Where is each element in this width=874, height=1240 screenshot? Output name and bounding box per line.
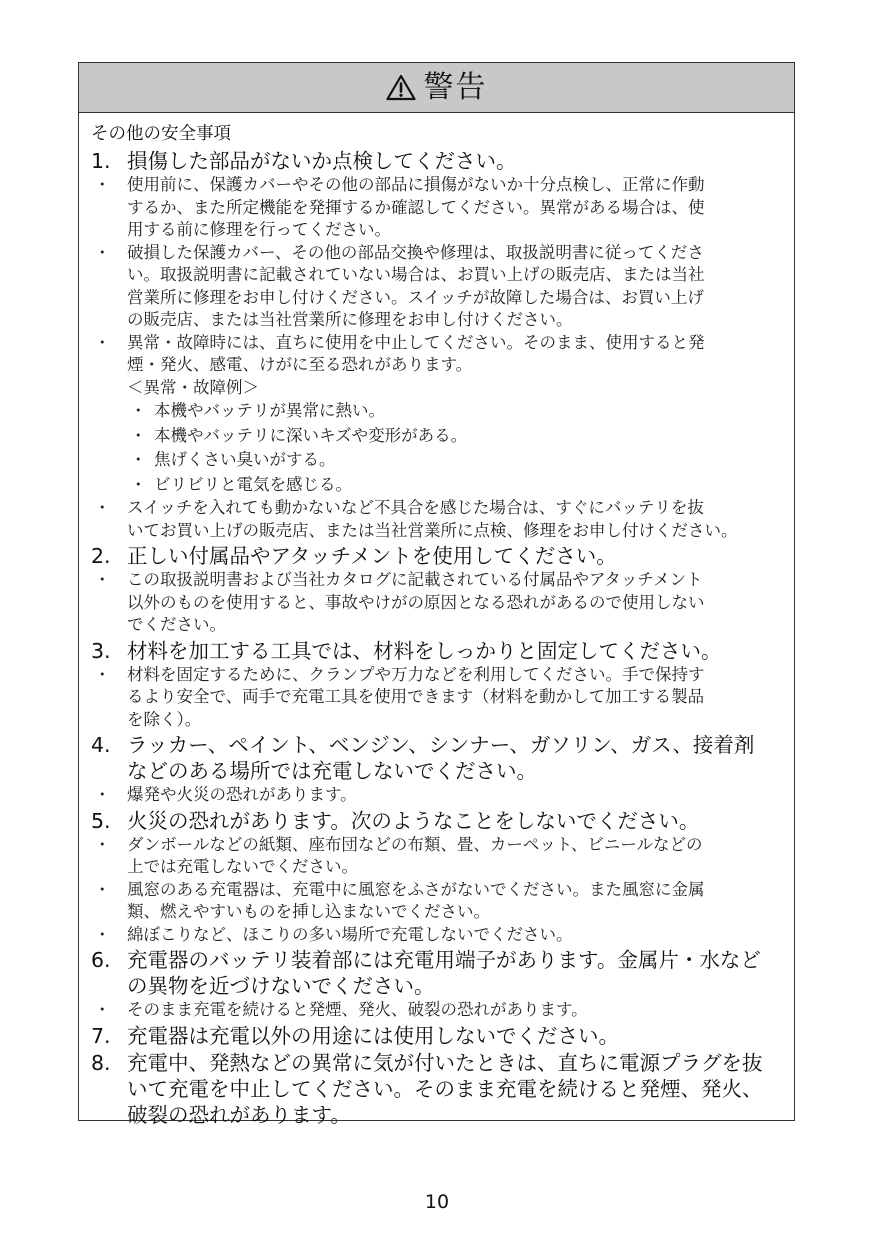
- item-number: 3.: [91, 638, 111, 663]
- example-list-item: [91, 448, 782, 473]
- bullet-text: 爆発や火災の恐れがあります。: [127, 785, 357, 804]
- item-list: [91, 148, 782, 1128]
- bullet-dot: ・: [94, 175, 111, 194]
- bullet-dot: ・: [94, 498, 111, 517]
- example-list-item: [91, 424, 782, 449]
- bullet-text: そのまま充電を続けると発煙、発火、破裂の恐れがあります。: [127, 1000, 588, 1019]
- bullet-text: ダンボールなどの紙類、座布団などの布類、畳、カーペット、ビニールなどの 上では充電しないでください。: [127, 834, 703, 876]
- bullet-item: [91, 784, 782, 807]
- item-title: 充電中、発熱などの異常に気が付いたときは、直ちに電源プラグを抜 いて充電を中止してください。そのまま充電を続けると発煙、発火、 破裂の恐れがあります。: [127, 1050, 763, 1127]
- header-title: 警告: [423, 69, 488, 105]
- example-list-header: ＜異常・故障例＞: [127, 377, 259, 397]
- bullet-text: 使用前に、保護カバーやその他の部品に損傷がないか十分点検し、正常に作動 するか、また所定機能を発揮するか確認してください。異常がある場合は、使 用する前に修理を行ってください。: [127, 175, 705, 239]
- bullet-text: 風窓のある充電器は、充電中に風窓をふさがないでください。また風窓に金属 類、燃えやすいものを挿し込まないでください。: [127, 879, 705, 921]
- item-number: 4.: [91, 733, 111, 757]
- bullet-text: 綿ぼこりなど、ほこりの多い場所で充電しないでください。: [127, 924, 573, 944]
- bullet-dot: ・: [130, 474, 147, 494]
- bullet-dot: ・: [130, 401, 147, 420]
- bullet-item: [91, 242, 782, 332]
- bullet-dot: ・: [94, 924, 111, 944]
- item-title: 火災の恐れがあります。次のようなことをしないでください。: [127, 808, 700, 833]
- bullet-dot: ・: [130, 450, 147, 469]
- item-title: 正しい付属品やアタッチメントを使用してください。: [127, 544, 617, 568]
- bullet-item: [91, 879, 782, 924]
- bullet-text: 材料を固定するために、クランプや万力などを利用してください。手で保持す るより安全で、両手で充電工具を使用できます（材料を動かして加工する製品 を除く）。: [127, 664, 705, 729]
- numbered-item: [91, 543, 782, 569]
- item-title: 材料を加工する工具では、材料をしっかりと固定してください。: [127, 638, 722, 663]
- item-title: ラッカー、ペイント、ベンジン、シンナー、ガソリン、ガス、接着剤 などのある場所では充電しないでください。: [127, 733, 755, 783]
- example-text: 本機やバッテリが異常に熱い。: [154, 401, 385, 420]
- example-text: 本機やバッテリに深いキズや変形がある。: [154, 425, 468, 445]
- warning-content: [79, 113, 794, 1128]
- example-text: ビリビリと電気を感じる。: [154, 474, 352, 494]
- bullet-item: [91, 332, 782, 377]
- numbered-item: [91, 638, 782, 664]
- bullet-text: 異常・故障時には、直ちに使用を中止してください。そのまま、使用すると発 煙・発火、感電、けがに至る恐れがあります。: [127, 332, 705, 374]
- numbered-item: [91, 1023, 782, 1049]
- bullet-dot: ・: [94, 879, 111, 899]
- bullet-dot: ・: [94, 242, 111, 262]
- numbered-item: [91, 732, 782, 784]
- bullet-text: 破損した保護カバー、その他の部品交換や修理は、取扱説明書に従ってくださ い。取扱説明書に記載されていない場合は、お買い上げの販売店、または当社 営業所に修理をお申し付けください。スイッチが故障した場合は、お買い上げ の販売店、または当社営業所に修理をお申し付けください。: [127, 242, 705, 329]
- item-number: 8.: [91, 1050, 111, 1075]
- bullet-item: [91, 664, 782, 732]
- bullet-dot: ・: [130, 425, 147, 445]
- numbered-item: [91, 947, 782, 999]
- item-number: 1.: [91, 149, 111, 173]
- warning-box: [78, 62, 795, 1127]
- numbered-item: [91, 808, 782, 834]
- warning-header: [79, 63, 794, 113]
- bullet-item: [91, 174, 782, 242]
- bullet-item: [91, 999, 782, 1022]
- bullet-text: スイッチを入れても動かないなど不具合を感じた場合は、すぐにバッテリを抜 いてお買い上げの販売店、または当社営業所に点検、修理をお申し付けください。: [127, 498, 738, 540]
- item-number: 7.: [91, 1023, 111, 1048]
- example-text: 焦げくさい臭いがする。: [154, 450, 336, 469]
- example-list-item: [91, 473, 782, 498]
- bullet-dot: ・: [94, 664, 111, 684]
- item-number: 2.: [91, 544, 111, 568]
- bullet-item: [91, 497, 782, 542]
- page-number: 10: [424, 1191, 450, 1213]
- item-title: 充電器のバッテリ装着部には充電用端子があります。金属片・水など の異物を近づけないでください。: [127, 948, 761, 998]
- section-title: その他の安全事項: [91, 124, 231, 144]
- bullet-text: この取扱説明書および当社カタログに記載されている付属品やアタッチメント 以外のものを使用すると、事故やけがの原因となる恐れがあるので使用しない でください。: [127, 570, 705, 634]
- numbered-item: [91, 1050, 782, 1128]
- bullet-item: [91, 924, 782, 947]
- bullet-dot: ・: [94, 834, 111, 854]
- item-number: 6.: [91, 948, 111, 972]
- warning-triangle-icon: [386, 74, 416, 101]
- bullet-dot: ・: [94, 570, 111, 589]
- numbered-item: [91, 148, 782, 174]
- bullet-dot: ・: [94, 785, 111, 804]
- bullet-item: [91, 569, 782, 637]
- bullet-item: [91, 834, 782, 879]
- item-title: 損傷した部品がないか点検してください。: [127, 149, 517, 173]
- item-title: 充電器は充電以外の用途には使用しないでください。: [127, 1023, 619, 1048]
- example-list-item: [91, 399, 782, 424]
- bullet-dot: ・: [94, 1000, 111, 1019]
- item-number: 5.: [91, 808, 111, 833]
- bullet-dot: ・: [94, 332, 111, 352]
